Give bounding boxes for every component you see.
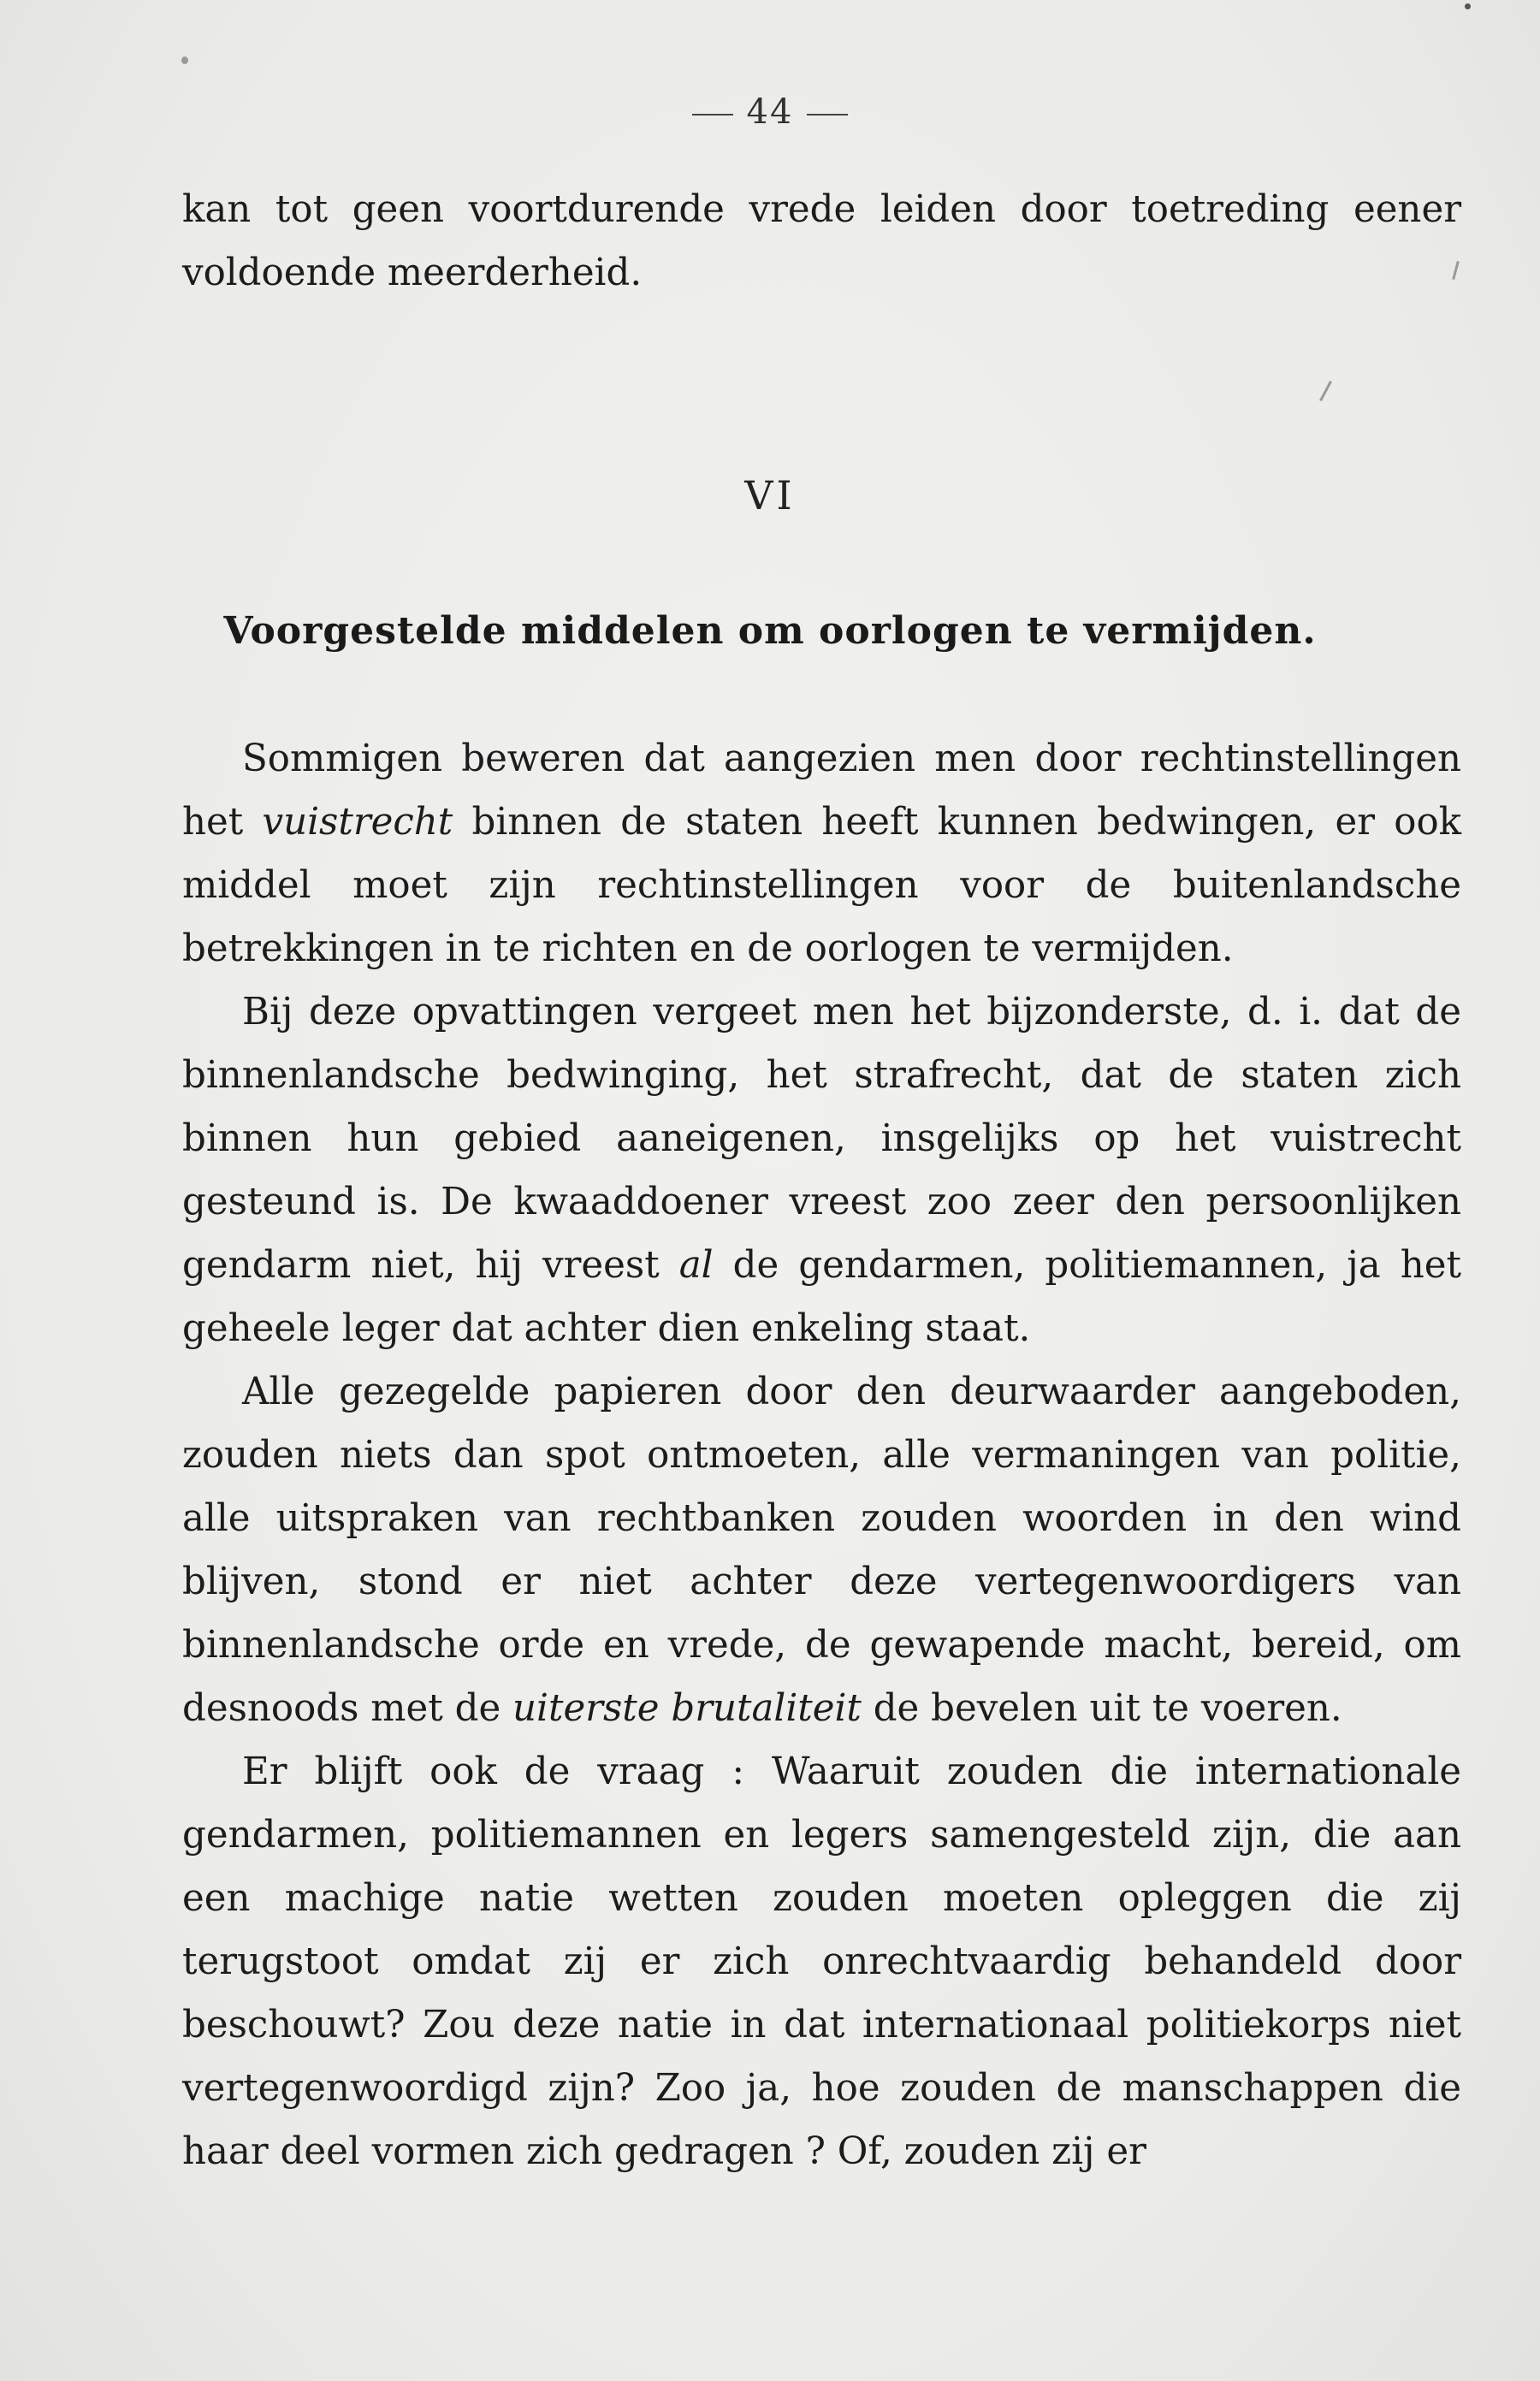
- chapter-title: Voorgestelde middelen om oorlogen te vermijden.: [223, 609, 1317, 653]
- paragraph-text: Sommigen beweren dat aangezien men door rechtinstellingen het: [182, 737, 1461, 844]
- page-number: [0, 92, 1540, 132]
- paragraph-text: Bij deze opvattingen vergeet men het bijzonderste, d. i. dat de binnenlandsche bedwinging, het strafrecht, dat de staten zich binnen hun gebied aaneigenen, insgelijks op het vuistrecht gesteund is. De kwaaddoener vreest zoo zeer den persoonlijken gendarm niet, hij vreest: [182, 991, 1461, 1287]
- scan-speck: [181, 56, 188, 64]
- paragraph-text: Er blijft ook de vraag : Waaruit zouden die internationale gendarmen, politiemannen en legers samengesteld zijn, die aan een machige natie wetten zouden moeten opleggen die zij terugstoot omdat zij er zich onrechtvaardig behandeld door beschouwt? Zou deze natie in dat internationaal politiekorps niet vertegenwoordigd zijn? Zoo ja, hoe zouden de manschappen die haar deel vormen zich gedragen ? Of, zouden zij er: [182, 1750, 1461, 2173]
- paragraph-text: de gendarmen, politiemannen, ja het geheele leger dat achter dien enkeling staat.: [182, 1244, 1461, 1350]
- page-number-value: 44: [746, 92, 794, 132]
- paragraph-4: [182, 1740, 1461, 2183]
- paragraph-text: Alle gezegelde papieren door den deurwaarder aangeboden, zouden niets dan spot ontmoeten, alle vermaningen van politie, alle uitspraken van rechtbanken zouden woorden in den wind blijven, stond er niet achter deze vertegenwoordigers van binnenlandsche orde en vrede, de gewapende macht, bereid, om desnoods met de: [182, 1371, 1461, 1730]
- dash-right: [807, 114, 848, 115]
- emphasis-text: al: [678, 1244, 714, 1287]
- scan-speck: [1465, 3, 1471, 9]
- chapter-number: VI: [744, 472, 796, 518]
- paragraph-1: [182, 727, 1461, 980]
- emphasis-text: vuistrecht: [262, 801, 453, 844]
- carryover-text: [182, 178, 1461, 305]
- paragraph-text: de bevelen uit te voeren.: [861, 1687, 1342, 1730]
- dash-left: [692, 114, 733, 115]
- emphasis-text: uiterste brutaliteit: [512, 1687, 862, 1730]
- chapter-body: [182, 727, 1461, 2183]
- scan-speck: [1319, 381, 1332, 401]
- paragraph-3: [182, 1360, 1461, 1740]
- paragraph-text: binnen de staten heeft kunnen bedwingen, er ook middel moet zijn rechtinstellingen voor de buitenlandsche betrekkingen in te richten en de oorlogen te vermijden.: [182, 801, 1461, 970]
- paragraph-2: [182, 980, 1461, 1360]
- carryover-paragraph: kan tot geen voortdurende vrede leiden door toetreding eener voldoende meerderheid.: [182, 188, 1461, 294]
